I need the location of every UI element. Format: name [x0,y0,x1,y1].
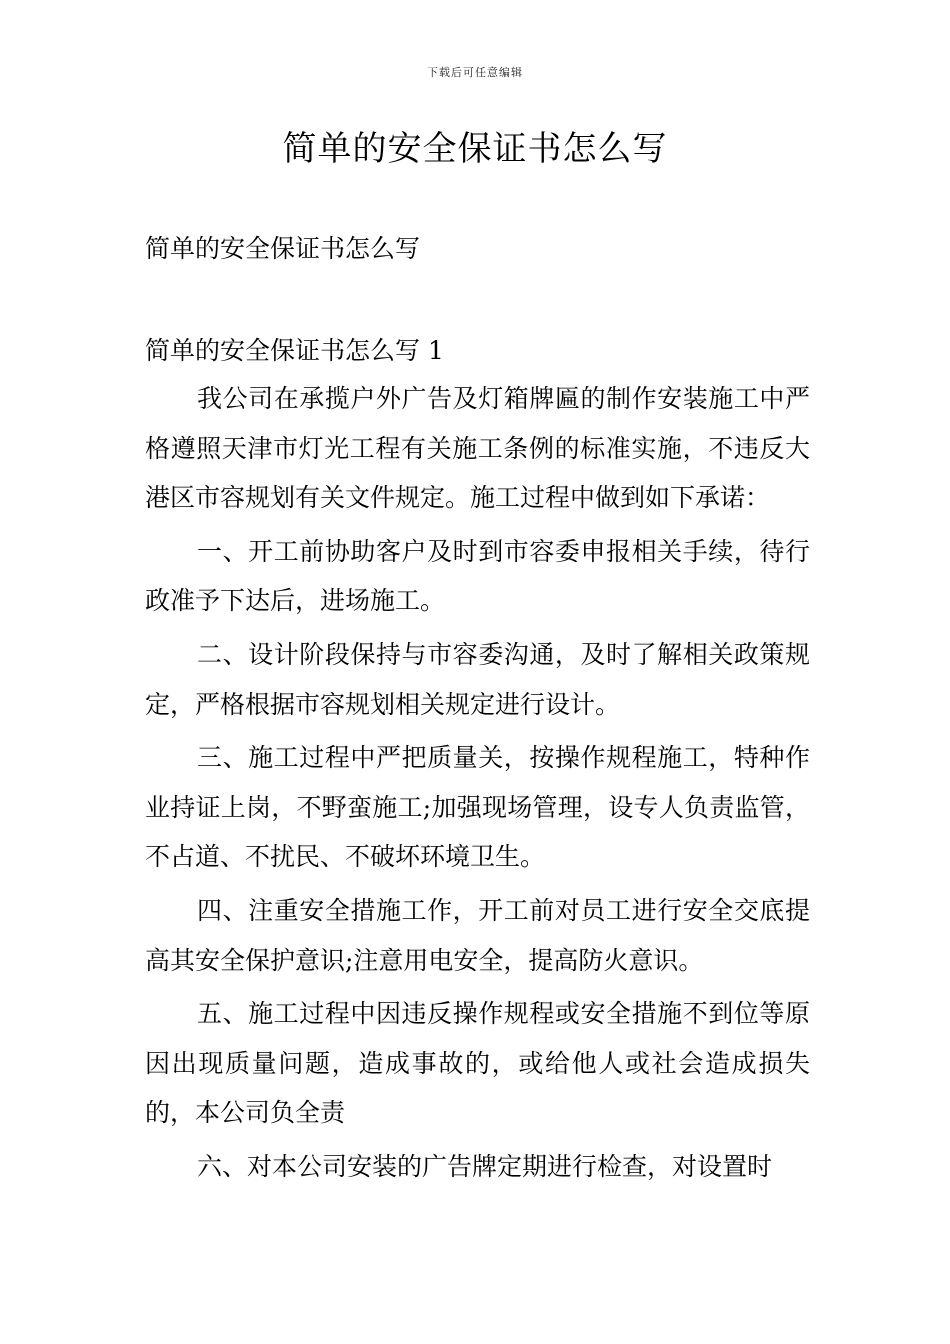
paragraph-item-4: 四、注重安全措施工作，开工前对员工进行安全交底提高其安全保护意识;注意用电安全，提高防火意识。 [145,895,810,975]
document-body [145,374,810,1196]
header-note: 下载后可任意编辑 [427,66,523,79]
paragraph-item-3: 三、施工过程中严把质量关，按操作规程施工，特种作业持证上岗，不野蛮施工;加强现场管理，设专人负责监管，不占道、不扰民、不破坏环境卫生。 [145,743,810,872]
document-subtitle: 简单的安全保证书怎么写 [145,234,421,263]
paragraph-intro: 我公司在承揽户外广告及灯箱牌匾的制作安装施工中严格遵照天津市灯光工程有关施工条例的标准实施，不违反大港区市容规划有关文件规定。施工过程中做到如下承诺： [145,384,810,513]
section-heading: 简单的安全保证书怎么写 1 [145,336,444,365]
paragraph-item-5: 五、施工过程中因违反操作规程或安全措施不到位等原因出现质量问题，造成事故的，或给他人或社会造成损失的，本公司负全责 [145,999,810,1128]
document-title: 简单的安全保证书怎么写 [282,129,668,169]
paragraph-item-1: 一、开工前协助客户及时到市容委申报相关手续，待行政准予下达后，进场施工。 [145,536,810,616]
paragraph-item-2: 二、设计阶段保持与市容委沟通，及时了解相关政策规定，严格根据市容规划相关规定进行设计。 [145,639,810,719]
paragraph-item-6: 六、对本公司安装的广告牌定期进行检查，对设置时 [197,1151,773,1181]
